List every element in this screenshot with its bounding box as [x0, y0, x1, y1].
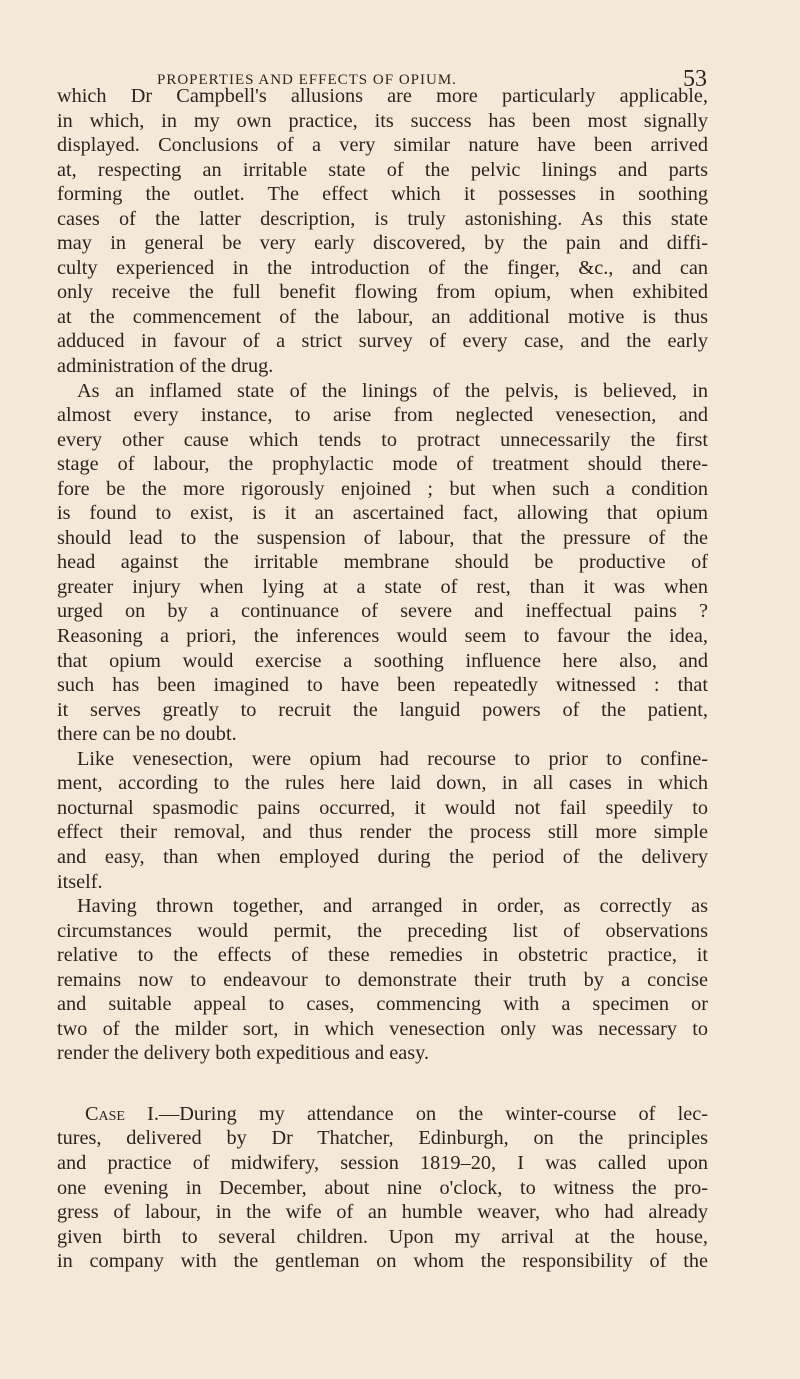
text-line: given birth to several children. Upon my arrival at the house,: [57, 1225, 708, 1248]
text-line: [57, 1102, 708, 1127]
case-heading: Case I.: [85, 1102, 159, 1125]
text-line: urged on by a continuance of severe and ineffectual pains ?: [57, 600, 708, 623]
text-line: circumstances would permit, the preceding list of observations: [57, 919, 708, 942]
text-line: almost every instance, to arise from neglected venesection, and: [57, 404, 708, 427]
case-paragraph: [57, 1102, 708, 1274]
text-line: may in general be very early discovered, by the pain and diffi-: [57, 232, 708, 255]
text-line: it serves greatly to recruit the languid powers of the patient,: [57, 698, 708, 721]
text-line: in which, in my own practice, its success has been most signally: [57, 109, 708, 132]
text-line: ment, according to the rules here laid down, in all cases in which: [57, 772, 708, 795]
running-title: PROPERTIES AND EFFECTS OF OPIUM.: [157, 72, 457, 88]
text-line: greater injury when lying at a state of rest, than it was when: [57, 575, 708, 598]
section-gap: [57, 1066, 708, 1102]
text-line: cases of the latter description, is truly astonishing. As this state: [57, 207, 708, 230]
text-line: As an inflamed state of the linings of the pelvis, is believed, in: [77, 379, 708, 402]
text-line: Reasoning a priori, the inferences would seem to favour the idea,: [57, 625, 708, 648]
text-line: Like venesection, were opium had recourse to prior to confine-: [77, 747, 708, 770]
text-line: effect their removal, and thus render the process still more simple: [57, 821, 708, 844]
text-line: render the delivery both expeditious and easy.: [57, 1042, 430, 1065]
text-line: is found to exist, is it an ascertained fact, allowing that opium: [57, 502, 708, 525]
text-line: that opium would exercise a soothing influence here also, and: [57, 649, 708, 672]
paragraph: [57, 379, 708, 747]
text-line: remains now to endeavour to demonstrate their truth by a concise: [57, 968, 708, 991]
text-line: should lead to the suspension of labour, that the pressure of the: [57, 526, 708, 549]
paragraph: [57, 747, 708, 894]
text-line: one evening in December, about nine o'clock, to witness the pro-: [57, 1176, 708, 1199]
text-line: Having thrown together, and arranged in order, as correctly as: [77, 895, 708, 918]
paragraph: [57, 84, 708, 379]
text-line: relative to the effects of these remedies in obstetric practice, it: [57, 944, 708, 967]
text-line: stage of labour, the prophylactic mode of treatment should there-: [57, 453, 708, 476]
text-line: itself.: [57, 870, 103, 893]
text-line: at, respecting an irritable state of the pelvic linings and parts: [57, 158, 708, 181]
text-line: there can be no doubt.: [57, 723, 237, 746]
text-line: tures, delivered by Dr Thatcher, Edinburgh, on the principles: [57, 1127, 708, 1150]
text-line: displayed. Conclusions of a very similar nature have been arrived: [57, 134, 708, 157]
text-line: fore be the more rigorously enjoined ; but when such a condition: [57, 477, 708, 500]
case-first-line: —During my attendance on the winter-course of lec-: [158, 1102, 708, 1125]
text-line: only receive the full benefit flowing from opium, when exhibited: [57, 281, 708, 304]
text-line: at the commencement of the labour, an additional motive is thus: [57, 305, 708, 328]
text-line: nocturnal spasmodic pains occurred, it would not fail speedily to: [57, 796, 708, 819]
text-line: and practice of midwifery, session 1819–20, I was called upon: [57, 1151, 708, 1174]
text-line: every other cause which tends to protract unnecessarily the first: [57, 428, 708, 451]
text-line: culty experienced in the introduction of the finger, &c., and can: [57, 256, 708, 279]
paragraph: [57, 894, 708, 1066]
page-body: [57, 84, 708, 1274]
text-line: two of the milder sort, in which venesection only was necessary to: [57, 1017, 708, 1040]
text-line: which Dr Campbell's allusions are more particularly applicable,: [57, 85, 708, 107]
text-line: gress of labour, in the wife of an humble weaver, who had already: [57, 1201, 708, 1224]
text-line: in company with the gentleman on whom the responsibility of the: [57, 1250, 708, 1273]
text-line: adduced in favour of a strict survey of every case, and the early: [57, 330, 708, 353]
text-line: forming the outlet. The effect which it possesses in soothing: [57, 183, 708, 206]
text-line: and suitable appeal to cases, commencing with a specimen or: [57, 993, 708, 1016]
text-line: head against the irritable membrane should be productive of: [57, 551, 708, 574]
text-line: such has been imagined to have been repeatedly witnessed : that: [57, 674, 708, 697]
text-line: and easy, than when employed during the period of the delivery: [57, 845, 708, 868]
text-line: administration of the drug.: [57, 355, 274, 378]
page-number: 53: [683, 66, 707, 92]
